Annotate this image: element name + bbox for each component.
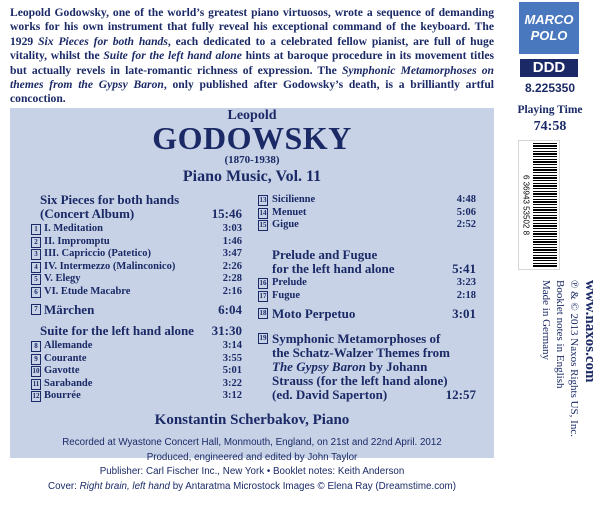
track-number-box: 4 bbox=[31, 262, 41, 273]
track-number-box: 1 bbox=[31, 224, 41, 235]
track-title: V. Elegy bbox=[44, 273, 81, 285]
playing-time-value: 74:58 bbox=[533, 119, 567, 134]
work-time-maerchen: 6:04 bbox=[218, 302, 242, 317]
track-time: 3:23 bbox=[456, 277, 476, 288]
track-number-box: 12 bbox=[32, 392, 40, 401]
track-time: 5:06 bbox=[456, 206, 476, 218]
track-number-box: 9 bbox=[31, 354, 41, 365]
track-time: 2:52 bbox=[456, 219, 476, 231]
track-number-box: 3 bbox=[31, 249, 41, 260]
track-number-box: 14 bbox=[259, 208, 267, 217]
work-title-symphonic-5: (ed. David Saperton) bbox=[272, 387, 388, 402]
track-number-box: 7 bbox=[31, 304, 41, 315]
track-number-box: 16 bbox=[259, 279, 267, 287]
track-time: 4:48 bbox=[456, 194, 476, 205]
track-time: 5:01 bbox=[222, 365, 242, 377]
album-title: Piano Music, Vol. 11 bbox=[182, 168, 322, 185]
track-title: IV. Intermezzo (Malinconico) bbox=[44, 260, 176, 272]
track-title: Gigue bbox=[272, 219, 299, 231]
work-title-suite: Suite for the left hand alone bbox=[40, 323, 194, 338]
label-logo bbox=[519, 2, 579, 54]
track-time: 2:16 bbox=[222, 286, 242, 297]
track-title: Gavotte bbox=[44, 365, 80, 377]
track-time: 3:12 bbox=[222, 390, 242, 402]
catalog-number: 8.225350 bbox=[524, 81, 576, 95]
track-number-box: 19 bbox=[259, 334, 267, 342]
track-number-box: 11 bbox=[32, 379, 40, 388]
description-paragraph: Leopold Godowsky, one of the world’s greatest piano virtuosos, wrote a sequence of demanding works for his own instrument that fully reveal his exceptional command of the keyboard. The 1929 Six Pieces for both hands, each dedicated to a celebrated fellow pianist, are full of huge vitality, whilst the Suite for the left hand alone hints at baroque procedure in its movement titles but actually revels in late-romantic richness of expression. The Symphonic Metamorphoses on themes from the Gypsy Baron, only published after Godowsky’s death, is a brilliantly artful concoction. bbox=[10, 6, 494, 106]
recording-credits bbox=[10, 436, 494, 494]
track-time: 3:22 bbox=[222, 377, 242, 389]
track-title: Bourrée bbox=[44, 390, 81, 402]
composer-dates: (1870-1938) bbox=[224, 154, 280, 166]
work-subtitle-prelude-fugue: for the left hand alone bbox=[272, 261, 395, 276]
work-title-symphonic-2: the Schatz-Walzer Themes from bbox=[272, 345, 450, 360]
playing-time-label: Playing Time bbox=[517, 104, 583, 116]
booklet-language: Booklet notes in English bbox=[554, 280, 566, 389]
logo-text-top: MARCO bbox=[524, 12, 574, 27]
track-time: 3:55 bbox=[222, 352, 242, 364]
credit-cover: Cover: Right brain, left hand by Antaratma Microstock Images © Elena Ray (Dreamstime.com) bbox=[48, 480, 456, 492]
track-number-box: 10 bbox=[32, 367, 40, 376]
credit-recorded: Recorded at Wyastone Concert Hall, Monmouth, England, on 21st and 22nd April. 2012 bbox=[62, 437, 442, 448]
track-number-box: 15 bbox=[259, 221, 267, 230]
work-title-symphonic-3: The Gypsy Baron by Johann bbox=[272, 359, 428, 374]
barcode-digits: 6 36943 53502 8 bbox=[521, 174, 531, 236]
barcode-bars bbox=[533, 143, 557, 267]
composer-last-name: GODOWSKY bbox=[152, 120, 352, 156]
work-title-symphonic-1: Symphonic Metamorphoses of bbox=[272, 331, 441, 346]
barcode bbox=[518, 140, 560, 270]
work-title-prelude-fugue: Prelude and Fugue bbox=[272, 247, 378, 262]
track-time: 1:46 bbox=[222, 235, 242, 247]
track-number-box: 2 bbox=[31, 237, 41, 248]
track-title: Allemande bbox=[44, 340, 93, 351]
track-title: Courante bbox=[44, 352, 87, 364]
composer-first-name: Leopold bbox=[227, 108, 277, 123]
track-title: II. Impromptu bbox=[44, 235, 110, 247]
track-title: Sarabande bbox=[44, 377, 93, 389]
work-title-maerchen: Märchen bbox=[44, 302, 95, 317]
track-number-box: 17 bbox=[259, 291, 267, 300]
track-time: 2:26 bbox=[222, 260, 242, 272]
performer-credit: Konstantin Scherbakov, Piano bbox=[154, 412, 350, 428]
credit-produced: Produced, engineered and edited by John Taylor bbox=[146, 451, 358, 463]
track-time: 2:28 bbox=[222, 273, 242, 285]
track-time: 2:18 bbox=[456, 289, 476, 301]
track-time: 3:47 bbox=[222, 248, 242, 260]
work-title-moto-perpetuo: Moto Perpetuo bbox=[272, 306, 356, 321]
track-number-box: 13 bbox=[259, 196, 267, 204]
work-time-moto-perpetuo: 3:01 bbox=[452, 306, 476, 321]
work-title-symphonic-4: Strauss (for the left hand alone) bbox=[272, 373, 448, 388]
made-in: Made in Germany bbox=[540, 280, 552, 361]
track-time: 3:14 bbox=[222, 340, 242, 351]
track-number-box: 6 bbox=[31, 287, 41, 298]
work-time-suite: 31:30 bbox=[211, 323, 242, 338]
track-title: III. Capriccio (Patetico) bbox=[44, 248, 152, 260]
tracklist-panel bbox=[10, 108, 494, 458]
track-title: Sicilienne bbox=[272, 194, 316, 205]
track-time: 3:03 bbox=[222, 223, 242, 234]
website-url: www.naxos.com bbox=[582, 280, 598, 383]
track-number-box: 18 bbox=[259, 309, 267, 317]
work-time-symphonic: 12:57 bbox=[445, 387, 476, 402]
track-number-box: 8 bbox=[31, 341, 41, 352]
work-subtitle-six-pieces: (Concert Album) bbox=[40, 206, 135, 221]
credit-publisher: Publisher: Carl Fischer Inc., New York • Booklet notes: Keith Anderson bbox=[99, 466, 405, 478]
copyright-notice: ℗ & © 2013 Naxos Rights US, Inc. bbox=[568, 280, 580, 437]
track-title: Prelude bbox=[272, 277, 307, 288]
track-title: Fugue bbox=[272, 289, 301, 301]
work-title-six-pieces: Six Pieces for both hands bbox=[40, 192, 180, 207]
track-title: VI. Etude Macabre bbox=[44, 286, 131, 297]
track-title: I. Meditation bbox=[44, 223, 103, 234]
work-time-six-pieces: 15:46 bbox=[211, 206, 242, 221]
logo-text-bottom: POLO bbox=[530, 28, 568, 43]
track-number-box: 5 bbox=[31, 274, 41, 285]
work-time-prelude-fugue: 5:41 bbox=[452, 261, 476, 276]
ddd-badge: DDD bbox=[520, 59, 578, 77]
track-title: Menuet bbox=[272, 206, 307, 218]
